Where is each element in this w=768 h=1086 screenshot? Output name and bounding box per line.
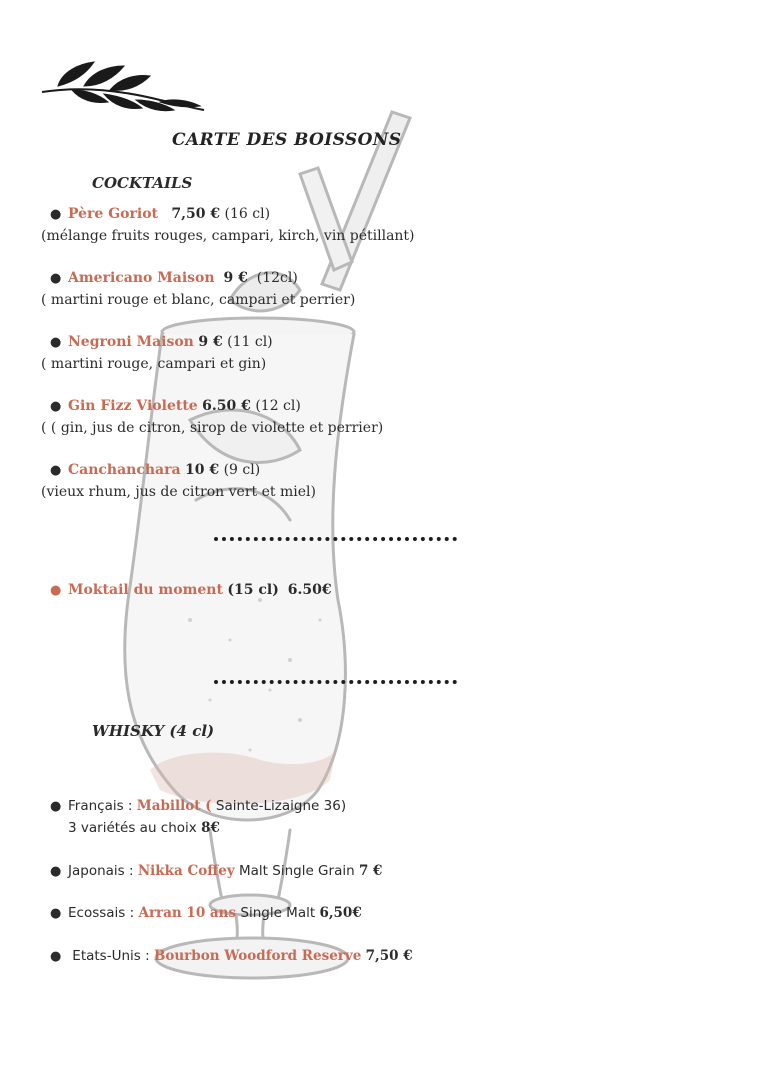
list-item bbox=[50, 861, 382, 882]
whisky-origin: Ecossais : bbox=[68, 905, 139, 921]
whisky-origin: Japonais : bbox=[68, 863, 138, 879]
list-item bbox=[50, 796, 346, 817]
whisky-price: 7 € bbox=[358, 863, 383, 879]
whisky-detail: Sainte-Lizaigne 36) bbox=[211, 798, 347, 814]
cocktail-name: Père Goriot bbox=[68, 206, 159, 222]
whisky-name: Bourbon Woodford Reserve bbox=[153, 948, 362, 964]
whisky-heading: WHISKY (4 cl) bbox=[92, 722, 215, 740]
cocktail-price: 9 € bbox=[223, 270, 248, 286]
cocktail-price: 6.50 € bbox=[202, 398, 251, 414]
list-item bbox=[50, 946, 413, 967]
cocktail-volume: (12cl) bbox=[256, 270, 298, 286]
whisky-name: Mabillot ( bbox=[136, 798, 212, 814]
moktail-item bbox=[50, 580, 332, 601]
list-item bbox=[50, 460, 260, 481]
whisky-price: 6,50€ bbox=[319, 905, 362, 921]
bullet-dot: ● bbox=[50, 399, 62, 414]
cocktail-volume: (9 cl) bbox=[223, 462, 261, 478]
list-item bbox=[50, 268, 298, 289]
moktail-volume: (15 cl) bbox=[227, 582, 279, 598]
list-item bbox=[50, 204, 270, 225]
whisky-detail: Malt Single Grain bbox=[234, 863, 359, 879]
moktail-name: Moktail du moment bbox=[68, 582, 223, 598]
bullet-dot: ● bbox=[50, 583, 62, 598]
dotted-divider bbox=[214, 537, 457, 541]
moktail-price: 6.50€ bbox=[287, 582, 332, 598]
whisky-price: 8€ bbox=[201, 820, 220, 836]
cocktail-volume: (11 cl) bbox=[227, 334, 273, 350]
menu-title: CARTE DES BOISSONS bbox=[172, 130, 402, 150]
cocktail-price: 7,50 € bbox=[171, 206, 221, 222]
whisky-price: 7,50 € bbox=[365, 948, 413, 964]
whisky-name: Arran 10 ans bbox=[138, 905, 237, 921]
cocktail-price: 10 € bbox=[185, 462, 220, 478]
cocktail-volume: (16 cl) bbox=[224, 206, 271, 222]
whisky-detail: Single Malt bbox=[236, 905, 320, 921]
bullet-dot: ● bbox=[50, 906, 62, 921]
dotted-divider bbox=[214, 680, 457, 684]
bullet-dot: ● bbox=[50, 864, 62, 879]
cocktail-description: ( martini rouge, campari et gin) bbox=[41, 356, 267, 372]
cocktail-description: (mélange fruits rouges, campari, kirch, vin pétillant) bbox=[41, 228, 415, 244]
bullet-dot: ● bbox=[50, 949, 62, 964]
list-item bbox=[50, 903, 362, 924]
bullet-dot: ● bbox=[50, 335, 62, 350]
cocktail-description: (vieux rhum, jus de citron vert et miel) bbox=[41, 484, 316, 500]
cocktail-description: ( ( gin, jus de citron, sirop de violette et perrier) bbox=[41, 420, 384, 436]
whisky-subline bbox=[68, 818, 220, 838]
whisky-name: Nikka Coffey bbox=[137, 863, 235, 879]
list-item bbox=[50, 396, 301, 417]
cocktail-name: Negroni Maison bbox=[68, 334, 194, 350]
cocktail-name: Americano Maison bbox=[68, 270, 215, 286]
bullet-dot: ● bbox=[50, 271, 62, 286]
whisky-origin: Français : bbox=[68, 798, 137, 814]
bullet-dot: ● bbox=[50, 207, 62, 222]
cocktail-description: ( martini rouge et blanc, campari et perrier) bbox=[41, 292, 356, 308]
cocktails-heading: COCKTAILS bbox=[92, 174, 193, 192]
cocktail-price: 9 € bbox=[198, 334, 223, 350]
whisky-origin: Etats-Unis : bbox=[68, 948, 154, 964]
cocktail-name: Gin Fizz Violette bbox=[68, 398, 198, 414]
whisky-variants: 3 variétés au choix bbox=[68, 820, 202, 836]
bullet-dot: ● bbox=[50, 799, 62, 814]
cocktail-volume: (12 cl) bbox=[255, 398, 301, 414]
cocktail-name: Canchanchara bbox=[68, 462, 181, 478]
bullet-dot: ● bbox=[50, 463, 62, 478]
list-item bbox=[50, 332, 273, 353]
